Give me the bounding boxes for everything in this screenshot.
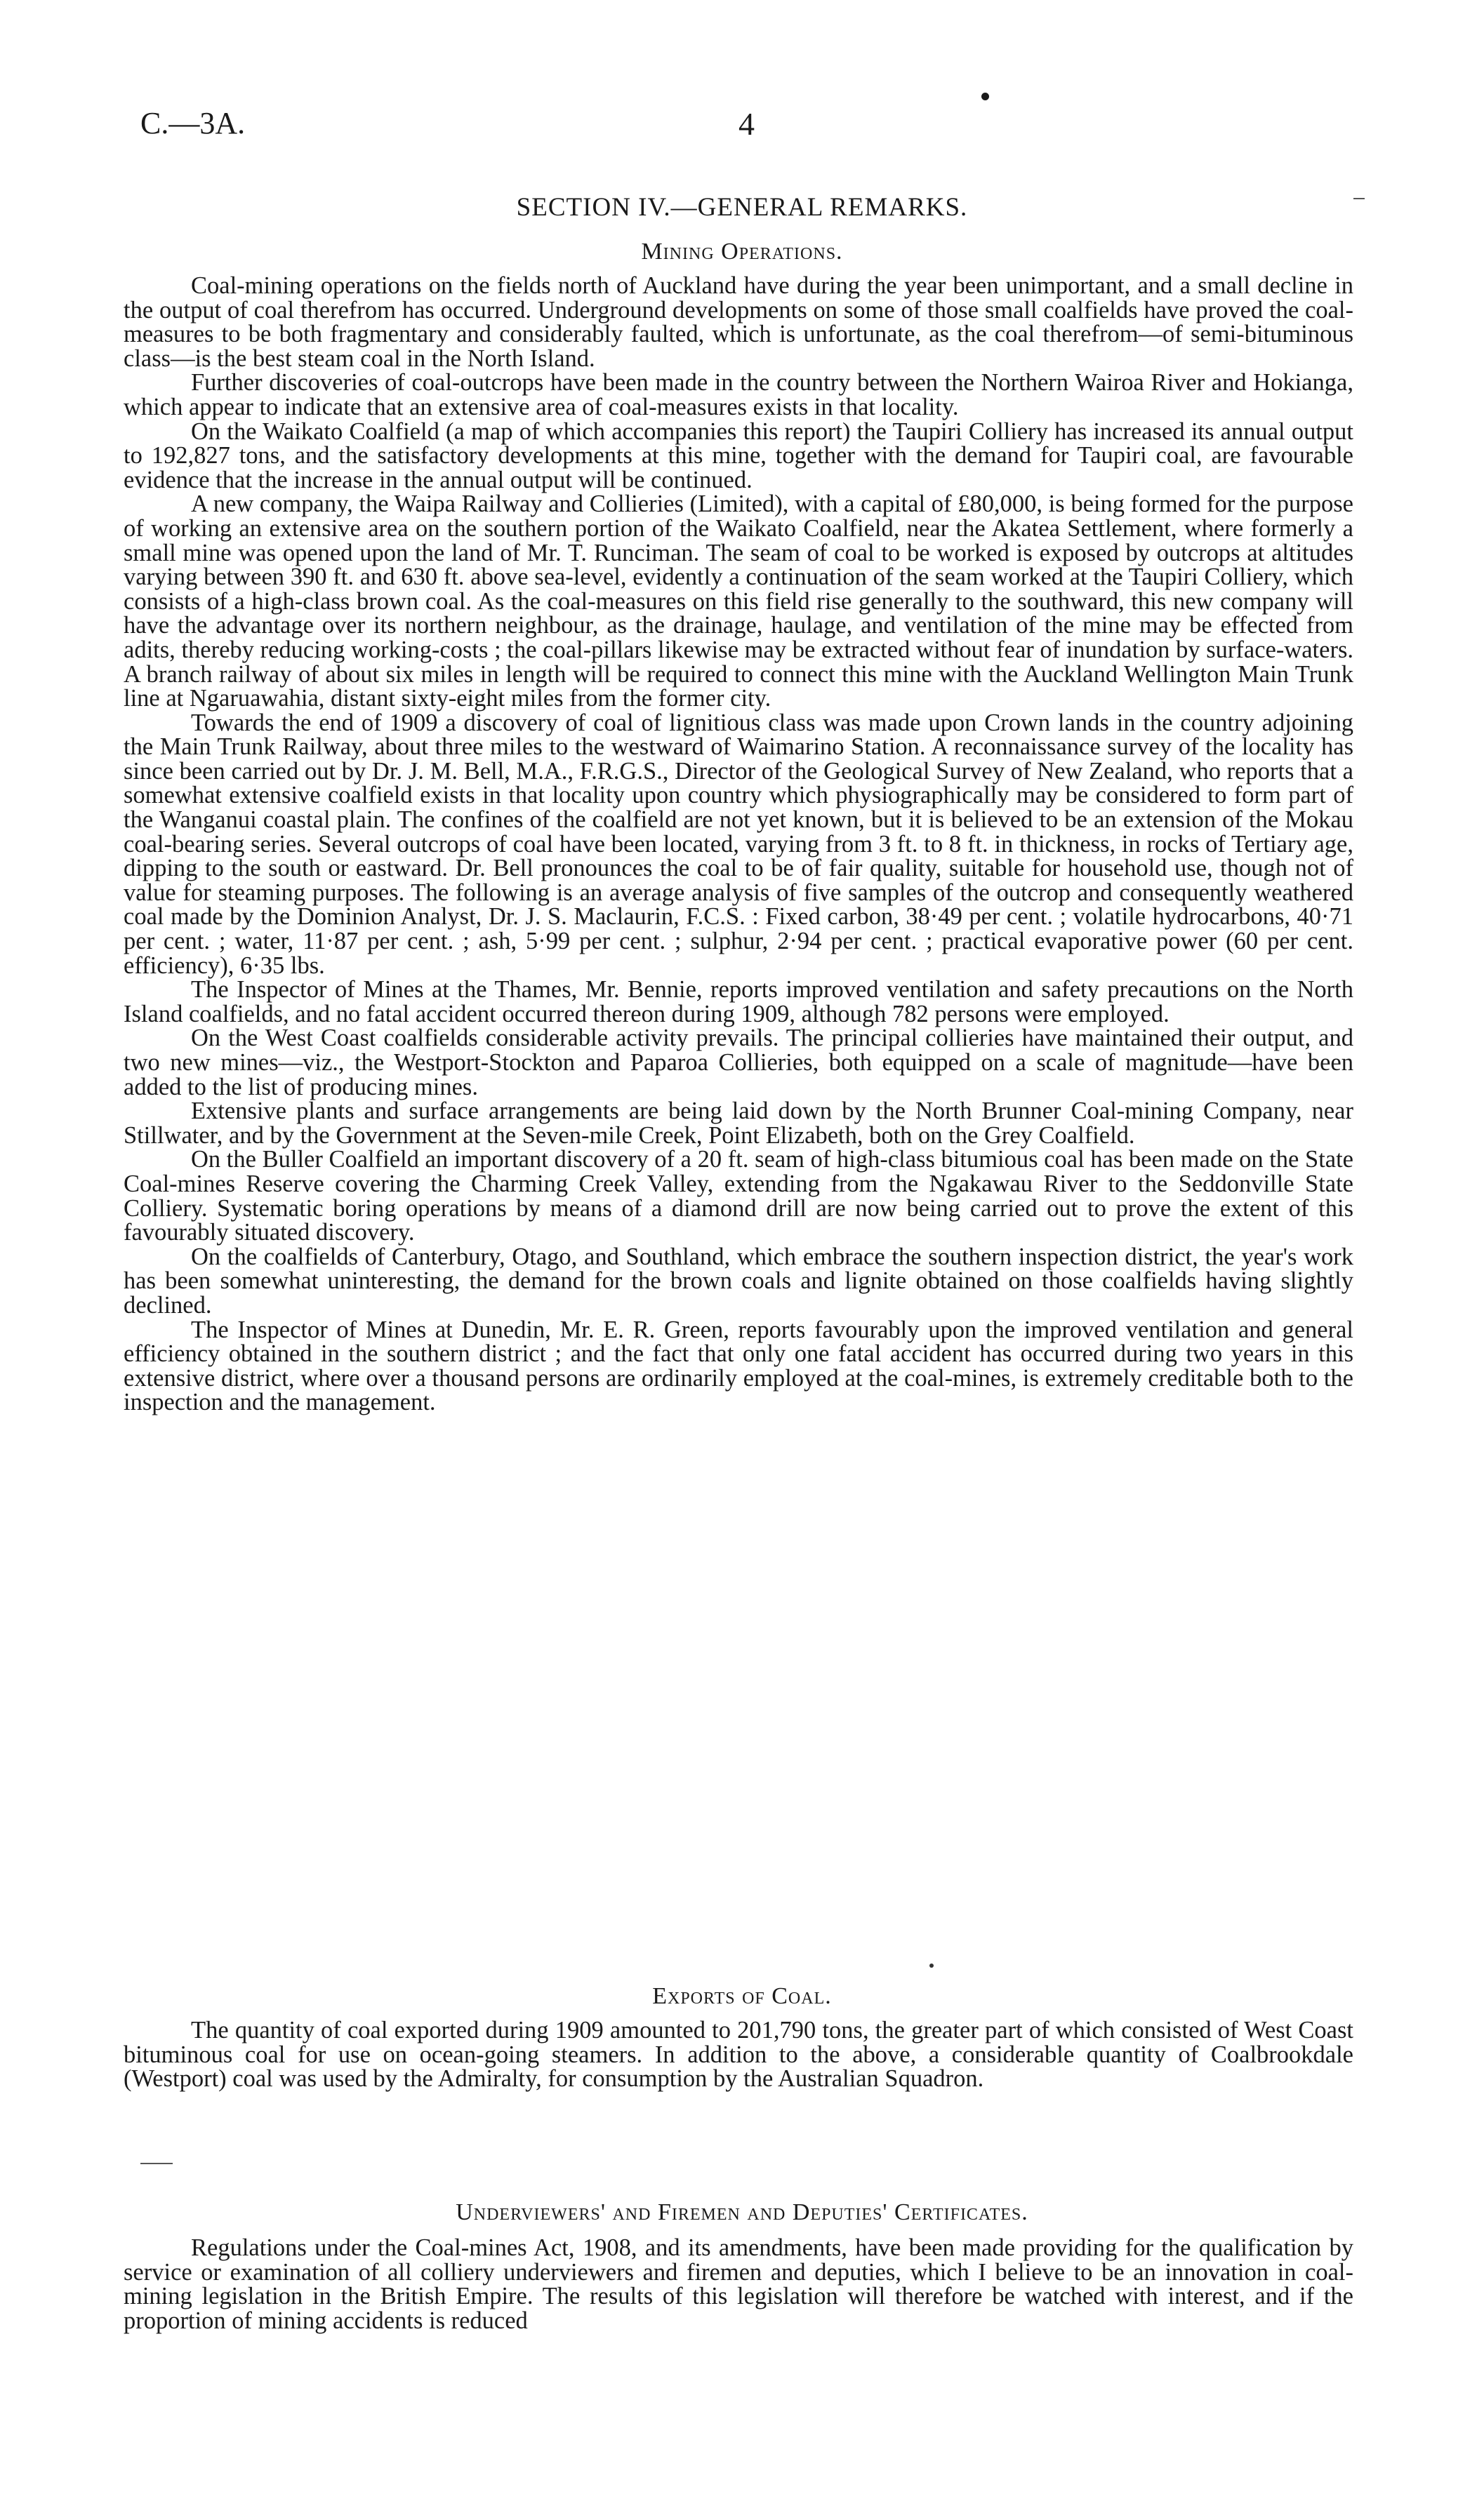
certificates-body bbox=[124, 2236, 1353, 2333]
paragraph: The Inspector of Mines at the Thames, Mr. Bennie, reports improved ventilation and safety precautions on the North Island coalfields, and no fatal accident occurred thereon during 1909, although 782 persons were employed. bbox=[124, 976, 1353, 1027]
paragraph: Towards the end of 1909 a discovery of coal of lignitious class was made upon Crown lands in the country adjoining the Main Trunk Railway, about three miles to the westward of Waimarino Station. A reconnaissance survey of the locality has since been carried out by Dr. J. M. Bell, M.A., F.R.G.S., Director of the Geological Survey of New Zealand, who reports that a somewhat extensive coalfield exists in that locality upon country which physiographically may be considered to form part of the Wanganui coastal plain. The confines of the coalfield are not yet known, but it is believed to be an extension of the Mokau coal-bearing series. Several outcrops of coal have been located, varying from 3 ft. to 8 ft. in thickness, in rocks of Tertiary age, dipping to the south or eastward. Dr. Bell pronounces the coal to be of fair quality, suitable for household use, though not of value for steaming purposes. The following is an average analysis of five samples of the outcrop and consequently weathered coal made by the Dominion Analyst, Dr. J. S. Maclaurin, F.C.S. : Fixed carbon, 38·49 per cent. ; volatile hydrocarbons, 40·71 per cent. ; water, 11·87 per cent. ; ash, 5·99 per cent. ; sulphur, 2·94 per cent. ; practical evaporative power (60 per cent. efficiency), 6·35 lbs. bbox=[124, 709, 1353, 979]
mining-operations-body bbox=[124, 274, 1353, 1415]
exports-heading: Exports of Coal. bbox=[652, 1983, 832, 2009]
paragraph: On the coalfields of Canterbury, Otago, and Southland, which embrace the southern inspection district, the year's work has been somewhat uninteresting, the demand for the brown coals and lignite obtained on those coalfields having slightly declined. bbox=[124, 1243, 1353, 1319]
certificates-heading: Underviewers' and Firemen and Deputies' Certificates. bbox=[456, 2199, 1028, 2225]
exports-body bbox=[124, 2018, 1353, 2091]
ink-dot bbox=[929, 1964, 934, 1968]
paragraph: The quantity of coal exported during 1909 amounted to 201,790 tons, the greater part of which consisted of West Coast bituminous coal for use on ocean-going steamers. In addition to the above, a considerable quantity of Coalbrookdale (Westport) coal was used by the Admiralty, for consumption by the Australian Squadron. bbox=[124, 2017, 1353, 2093]
paragraph: The Inspector of Mines at Dunedin, Mr. E. R. Green, reports favourably upon the improved ventilation and general efficiency obtained in the southern district ; and the fact that only one fatal accident has occurred during two years in this extensive district, where over a thousand persons are ordinarily employed at the coal-mines, is extremely creditable both to the inspection and the management. bbox=[124, 1316, 1353, 1416]
paragraph: Extensive plants and surface arrangements are being laid down by the North Brunner Coal-mining Company, near Stillwater, and by the Government at the Seven-mile Creek, Point Elizabeth, both on the Grey Coalfield. bbox=[124, 1098, 1353, 1149]
paragraph: Coal-mining operations on the fields north of Auckland have during the year been unimportant, and a small decline in the output of coal therefrom has occurred. Underground developments on some of those small coalfields have proved the coal-measures to be both fragmentary and considerably faulted, which is unfortunate, as the coal therefrom—of semi-bituminous class—is the best steam coal in the North Island. bbox=[124, 272, 1353, 372]
ink-dot bbox=[981, 93, 989, 100]
paragraph: On the Waikato Coalfield (a map of which accompanies this report) the Taupiri Colliery has increased its annual output to 192,827 tons, and the satisfactory developments at this mine, together with the demand for Taupiri coal, are favourable evidence that the increase in the annual output will be continued. bbox=[124, 418, 1353, 493]
paragraph: On the Buller Coalfield an important discovery of a 20 ft. seam of high-class bitumious coal has been made on the State Coal-mines Reserve covering the Charming Creek Valley, extending from the Ngakawau River to the Seddonville State Colliery. Systematic boring operations by means of a diamond drill are now being carried out to prove the extent of this favourably situated discovery. bbox=[124, 1146, 1353, 1246]
paragraph: Regulations under the Coal-mines Act, 1908, and its amendments, have been made providing for the qualification by service or examination of all colliery underviewers and firemen and deputies, which I believe to be an innovation in coal-mining legislation in the British Empire. The results of this legislation will therefore be watched with interest, and if the proportion of mining accidents is reduced bbox=[124, 2234, 1353, 2334]
ink-mark bbox=[140, 2163, 173, 2164]
mining-operations-heading: Mining Operations. bbox=[641, 239, 843, 265]
paragraph: On the West Coast coalfields considerable activity prevails. The principal collieries have maintained their output, and two new mines—viz., the Westport-Stockton and Paparoa Collieries, both equipped on a scale of magnitude—have been added to the list of producing mines. bbox=[124, 1025, 1353, 1100]
page-reference: C.—3A. bbox=[140, 106, 246, 140]
section-title: SECTION IV.—GENERAL REMARKS. bbox=[516, 193, 968, 222]
paragraph: A new company, the Waipa Railway and Collieries (Limited), with a capital of £80,000, is being formed for the purpose of working an extensive area on the southern portion of the Waikato Coalfield, near the Akatea Settlement, where formerly a small mine was opened upon the land of Mr. T. Runciman. The seam of coal to be worked is exposed by outcrops at altitudes varying between 390 ft. and 630 ft. above sea-level, evidently a continuation of the seam worked at the Taupiri Colliery, which consists of a high-class brown coal. As the coal-measures on this field rise generally to the southward, this new company will have the advantage over its northern neighbour, as the drainage, haulage, and ventilation of the mine may be effected from adits, thereby reducing working-costs ; the coal-pillars likewise may be extracted without fear of inundation by surface-waters. A branch railway of about six miles in length will be required to connect this mine with the Auckland Wellington Main Trunk line at Ngaruawahia, distant sixty-eight miles from the former city. bbox=[124, 491, 1353, 712]
paragraph: Further discoveries of coal-outcrops have been made in the country between the Northern Wairoa River and Hokianga, which appear to indicate that an extensive area of coal-measures exists in that locality. bbox=[124, 369, 1353, 420]
page-number: 4 bbox=[738, 106, 755, 142]
